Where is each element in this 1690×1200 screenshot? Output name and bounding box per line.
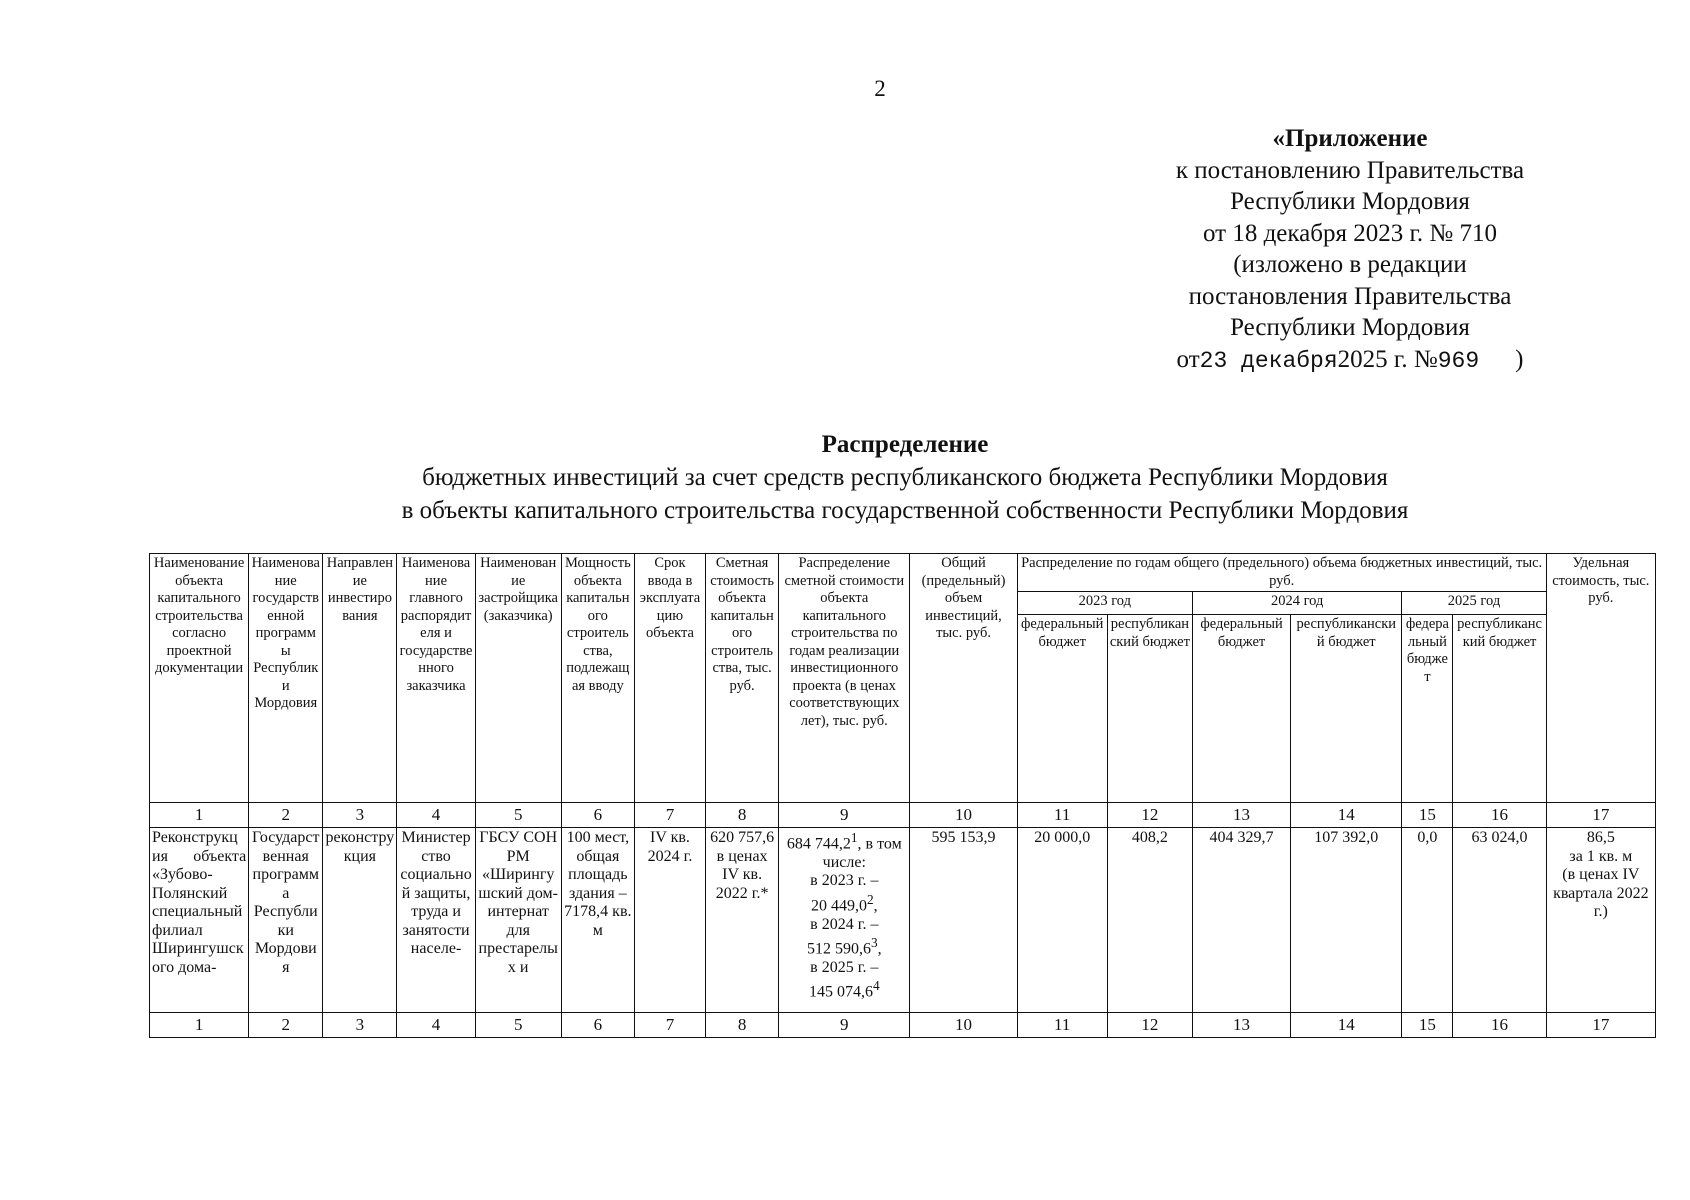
appendix-line: постановления Правительства	[1188, 282, 1512, 310]
header-2025-federal: федеральный бюджет	[1402, 615, 1453, 803]
cell-program: Государственная программа Республики Мордовия	[249, 828, 323, 1013]
cell-2024-republican: 107 392,0	[1291, 828, 1402, 1013]
cell-object-name: Реконструкция объекта «Зубово-Полянский специальный филиал Ширингушского дома-	[150, 828, 249, 1013]
column-number: 9	[779, 1013, 910, 1038]
investment-table	[149, 553, 1656, 1038]
header-total-investment: Общий (предельный) объем инвестиций, тыс. руб.	[910, 554, 1017, 803]
column-number-row	[150, 803, 1656, 828]
column-number: 5	[475, 1013, 561, 1038]
heading-title: Распределение	[821, 431, 989, 458]
cell-capacity: 100 мест, общая площадь здания – 7178,4 кв. м	[561, 828, 634, 1013]
header-year-2025: 2025 год	[1402, 592, 1546, 615]
column-number: 1	[150, 1013, 249, 1038]
cell-direction: реконструкция	[323, 828, 397, 1013]
column-number: 11	[1017, 1013, 1107, 1038]
appendix-line: Республики Мордовия	[1230, 188, 1470, 215]
column-number: 4	[397, 1013, 475, 1038]
document-heading	[150, 428, 1660, 527]
column-number: 1	[150, 803, 249, 828]
heading-line-1: бюджетных инвестиций за счет средств республиканского бюджета Республики Мордовия	[422, 464, 1388, 491]
column-number: 6	[561, 1013, 634, 1038]
cell-2023-federal: 20 000,0	[1017, 828, 1107, 1013]
column-number: 3	[323, 803, 397, 828]
cell-cost-distribution: 684 744,2$^1$, в том числе: в 2023 г. – 20 449,0$^2$, в 2024 г. – 512 590,6$^3$, в 2025 г. – 145 074,6$^4$	[779, 828, 910, 1013]
cost-2025-value: 145 074,6	[808, 983, 873, 1001]
cost-2023-label: в 2023 г. –	[810, 872, 879, 890]
column-number: 16	[1453, 803, 1546, 828]
header-estimated-cost: Сметная стоимость объекта капитального строительства, тыс. руб.	[706, 554, 779, 803]
column-number: 4	[397, 803, 475, 828]
cost-2023-value: 20 449,0	[810, 897, 867, 915]
header-developer: Наименование застройщика (заказчика)	[475, 554, 561, 803]
column-number: 2	[249, 803, 323, 828]
table-row	[150, 828, 1656, 1013]
column-number: 15	[1402, 803, 1453, 828]
column-number: 8	[706, 803, 779, 828]
unit-cost-note: (в ценах IV квартала 2022 г.)	[1553, 866, 1649, 920]
column-number: 13	[1192, 803, 1290, 828]
column-number: 16	[1453, 1013, 1546, 1038]
column-number: 2	[249, 1013, 323, 1038]
column-number: 11	[1017, 803, 1107, 828]
cell-2023-republican: 408,2	[1107, 828, 1192, 1013]
unit-cost-value: 86,5	[1586, 829, 1615, 846]
header-commissioning-date: Срок ввода в эксплуатацию объекта	[634, 554, 705, 803]
column-number: 5	[475, 803, 561, 828]
cost-2025-label: в 2025 г. –	[810, 958, 879, 976]
cell-commissioning-date: IV кв. 2024 г.	[634, 828, 705, 1013]
footnote-mark: 3	[870, 935, 878, 951]
appendix-line: Республики Мордовия	[1230, 314, 1470, 341]
header-year-2023: 2023 год	[1017, 592, 1192, 615]
header-unit-cost: Удельная стоимость, тыс. руб.	[1546, 554, 1655, 803]
cell-2025-republican: 63 024,0	[1453, 828, 1546, 1013]
header-2023-federal: федеральный бюджет	[1017, 615, 1107, 803]
appendix-line: (изложено в редакции	[1233, 251, 1467, 278]
column-number: 15	[1402, 1013, 1453, 1038]
unit-cost-unit: за 1 кв. м	[1569, 847, 1633, 865]
header-capacity: Мощность объекта капитального строительства, подлежащая вводу	[561, 554, 634, 803]
cell-2025-federal: 0,0	[1402, 828, 1453, 1013]
header-main-manager: Наименование главного распорядителя и государственного заказчика	[397, 554, 475, 803]
appendix-block	[1150, 123, 1550, 377]
header-object-name: Наименование объекта капитального строительства согласно проектной документации	[150, 554, 249, 803]
appendix-date-prefix: от	[1176, 345, 1200, 373]
footnote-mark: 2	[866, 891, 874, 907]
cell-total-investment: 595 153,9	[910, 828, 1017, 1013]
column-number: 7	[634, 803, 705, 828]
appendix-last-line	[1150, 344, 1550, 378]
column-number: 10	[910, 1013, 1017, 1038]
cost-2024-value: 512 590,6	[806, 940, 871, 958]
header-yearly-distribution-group: Распределение по годам общего (предельного) объема бюджетных инвестиций, тыс. руб.	[1017, 554, 1546, 592]
column-number: 3	[323, 1013, 397, 1038]
appendix-line: от 18 декабря 2023 г. № 710	[1202, 219, 1498, 247]
cost-total: 684 744,2	[786, 835, 851, 853]
column-number: 8	[706, 1013, 779, 1038]
column-number: 9	[779, 803, 910, 828]
header-cost-distribution: Распределение сметной стоимости объекта капитального строительства по годам реализации инвестиционного проекта (в ценах соответствующих лет), тыс. руб.	[779, 554, 910, 803]
cell-main-manager: Министерство социальной защиты, труда и занятости населе-	[397, 828, 475, 1013]
header-2025-republican: республиканский бюджет	[1453, 615, 1546, 803]
cost-2024-label: в 2024 г. –	[810, 915, 879, 933]
column-number-row	[150, 1013, 1656, 1038]
header-program: Наименование государственной программы Республики Мордовия	[249, 554, 323, 803]
column-number: 13	[1192, 1013, 1290, 1038]
column-number: 12	[1107, 803, 1192, 828]
column-number: 10	[910, 803, 1017, 828]
appendix-title: «Приложение	[1272, 125, 1428, 152]
column-number: 6	[561, 803, 634, 828]
appendix-date-year: 2025 г. №	[1337, 345, 1438, 373]
cell-2024-federal: 404 329,7	[1192, 828, 1290, 1013]
heading-line-2: в объекты капитального строительства государственной собственности Республики Мордовия	[401, 497, 1409, 524]
column-number: 12	[1107, 1013, 1192, 1038]
page-number: 2	[874, 76, 886, 101]
cell-estimated-cost: 620 757,6 в ценах IV кв. 2022 г.*	[706, 828, 779, 1013]
column-number: 17	[1546, 1013, 1655, 1038]
header-year-2024: 2024 год	[1192, 592, 1401, 615]
footnote-mark: 1	[850, 830, 858, 845]
appendix-date-day-month: 23 декабря	[1199, 347, 1338, 374]
header-2023-republican: республиканский бюджет	[1107, 615, 1192, 803]
cell-unit-cost	[1546, 828, 1655, 1013]
header-direction: Направление инвестирования	[323, 554, 397, 803]
column-number: 7	[634, 1013, 705, 1038]
cell-developer: ГБСУ СОН РМ «Ширингушский дом-интернат для престарелых и	[475, 828, 561, 1013]
column-number: 14	[1291, 803, 1402, 828]
cost-total-tail: , в том числе:	[822, 835, 902, 871]
column-number: 17	[1546, 803, 1655, 828]
appendix-closing-paren: )	[1515, 345, 1524, 373]
appendix-decree-number: 969	[1437, 347, 1480, 374]
footnote-mark: 4	[872, 978, 880, 994]
column-number: 14	[1291, 1013, 1402, 1038]
header-2024-federal: федеральный бюджет	[1192, 615, 1290, 803]
appendix-line: к постановлению Правительства	[1175, 156, 1525, 184]
header-2024-republican: республиканский бюджет	[1291, 615, 1402, 803]
